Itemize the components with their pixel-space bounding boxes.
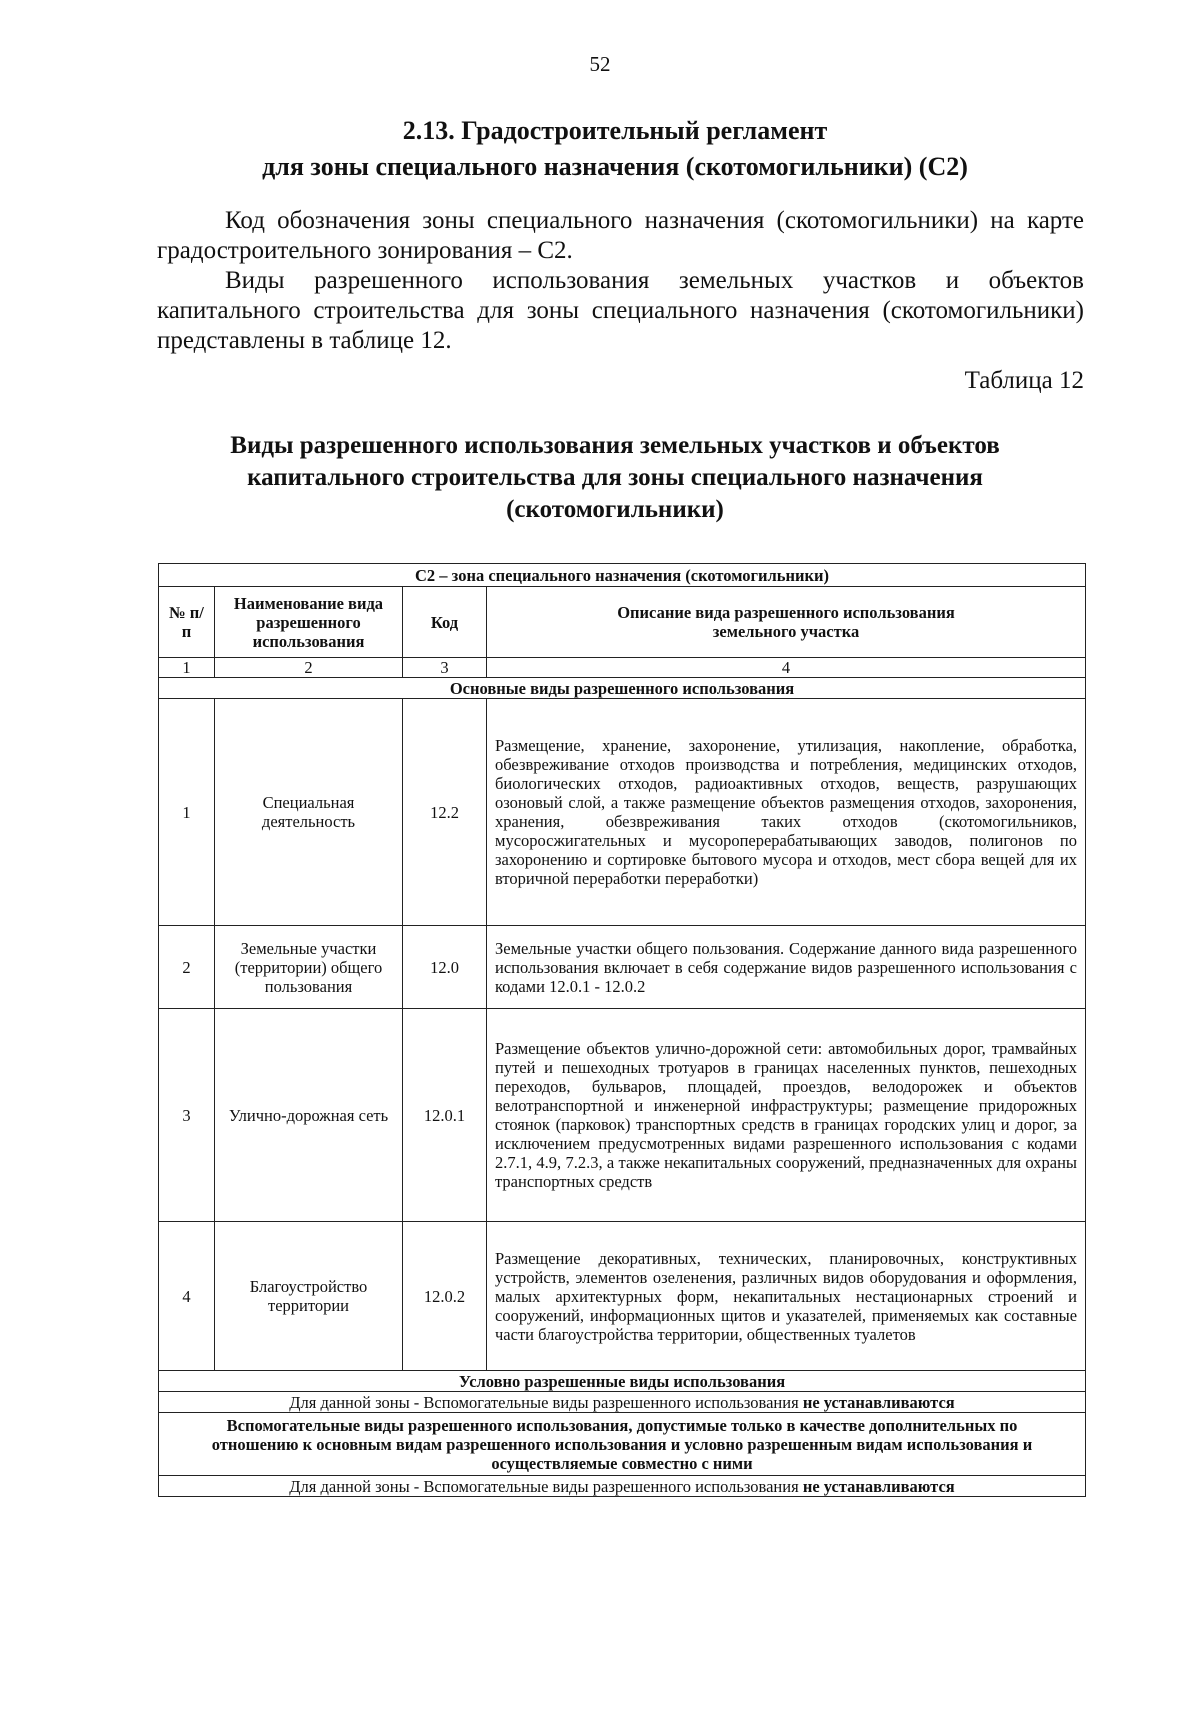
row-number: 4 <box>159 1222 215 1371</box>
table-row <box>159 1009 1086 1222</box>
table-title-line-2: капитального строительства для зоны специального назначения <box>247 464 983 491</box>
col-number-4: 4 <box>487 658 1086 678</box>
table-reference: Таблица 12 <box>964 367 1084 394</box>
intro-paragraph-1: Код обозначения зоны специального назначения (скотомогильники) на карте градостроительного зонирования – С2. <box>157 207 1084 264</box>
conditional-note <box>159 1392 1086 1413</box>
header-code: Код <box>403 587 487 658</box>
auxiliary-note <box>159 1476 1086 1497</box>
row-number: 1 <box>159 699 215 926</box>
row-code: 12.0.2 <box>403 1222 487 1371</box>
table-row <box>159 926 1086 1009</box>
row-name: Специальная деятельность <box>215 699 403 926</box>
conditional-note-bold: не устанавливаются <box>802 1392 955 1412</box>
conditional-section-header: Условно разрешенные виды использования <box>159 1371 1086 1392</box>
row-description: Размещение декоративных, технических, планировочных, конструктивных устройств, элементов озеленения, различных видов оборудования и оформления, малых архитектурных форм, некапитальных нестационарных строений и сооружений, информационных щитов и указателей, применяемых как составные части благоустройства территории, общественных туалетов <box>487 1222 1086 1371</box>
row-name: Улично-дорожная сеть <box>215 1009 403 1222</box>
row-name: Земельные участки (территории) общего пользования <box>215 926 403 1009</box>
intro-paragraph-2: Виды разрешенного использования земельных участков и объектов капитального строительства для зоны специального назначения (скотомогильники) представлены в таблице 12. <box>157 267 1084 354</box>
table-row <box>159 699 1086 926</box>
row-description: Размещение, хранение, захоронение, утилизация, накопление, обработка, обезвреживание отходов производства и потребления, медицинских отходов, биологических отходов, радиоактивных отходов, веществ, разрушающих озоновый слой, а также размещение объектов размещения отходов, захоронения, хранения, обезвреживания таких отходов (скотомогильников, мусоросжигательных и мусороперерабатывающих заводов, полигонов по захоронению и сортировке бытового мусора и отходов, мест сбора вещей для их вторичной переработки переработки) <box>487 699 1086 926</box>
auxiliary-note-bold: не устанавливаются <box>802 1476 955 1496</box>
col-number-2: 2 <box>215 658 403 678</box>
col-number-1: 1 <box>159 658 215 678</box>
table-title-line-1: Виды разрешенного использования земельных участков и объектов <box>230 432 1000 459</box>
main-section-header: Основные виды разрешенного использования <box>159 678 1086 699</box>
conditional-note-prefix: Для данной зоны - Вспомогательные виды разрешенного использования <box>289 1392 799 1412</box>
row-code: 12.0.1 <box>403 1009 487 1222</box>
land-use-table <box>158 563 1086 1497</box>
section-title-line-1: 2.13. Градостроительный регламент <box>402 116 828 145</box>
row-number: 2 <box>159 926 215 1009</box>
header-description: Описание вида разрешенного использования земельного участка <box>487 587 1086 658</box>
table-title-line-3: (скотомогильники) <box>506 496 724 523</box>
zone-header: С2 – зона специального назначения (скотомогильники) <box>159 564 1086 587</box>
table-title <box>150 430 1080 526</box>
section-title-line-2: для зоны специального назначения (скотомогильники) (С2) <box>262 152 968 181</box>
header-name: Наименование вида разрешенного использования <box>215 587 403 658</box>
row-number: 3 <box>159 1009 215 1222</box>
col-number-3: 3 <box>403 658 487 678</box>
row-code: 12.0 <box>403 926 487 1009</box>
intro-text <box>157 206 1084 356</box>
table-row <box>159 1222 1086 1371</box>
row-name: Благоустройство территории <box>215 1222 403 1371</box>
row-code: 12.2 <box>403 699 487 926</box>
row-description: Земельные участки общего пользования. Содержание данного вида разрешенного использования включает в себя содержание видов разрешенного использования с кодами 12.0.1 - 12.0.2 <box>487 926 1086 1009</box>
row-description: Размещение объектов улично-дорожной сети: автомобильных дорог, трамвайных путей и пешеходных тротуаров в границах населенных пунктов, пешеходных переходов, бульваров, площадей, проездов, велодорожек и объектов велотранспортной и инженерной инфраструктуры; размещение придорожных стоянок (парковок) транспортных средств в границах городских улиц и дорог, за исключением предусмотренных видами разрешенного использования с кодами 2.7.1, 4.9, 7.2.3, а также некапитальных сооружений, предназначенных для охраны транспортных средств <box>487 1009 1086 1222</box>
auxiliary-note-prefix: Для данной зоны - Вспомогательные виды разрешенного использования <box>289 1476 799 1496</box>
header-num: № п/п <box>159 587 215 658</box>
section-title <box>150 113 1080 185</box>
page-number: 52 <box>589 52 611 76</box>
auxiliary-section-header: Вспомогательные виды разрешенного использования, допустимые только в качестве дополнительных по отношению к основным видам разрешенного использования и условно разрешенным видам использования и осуществляемые совместно с ними <box>159 1413 1086 1476</box>
